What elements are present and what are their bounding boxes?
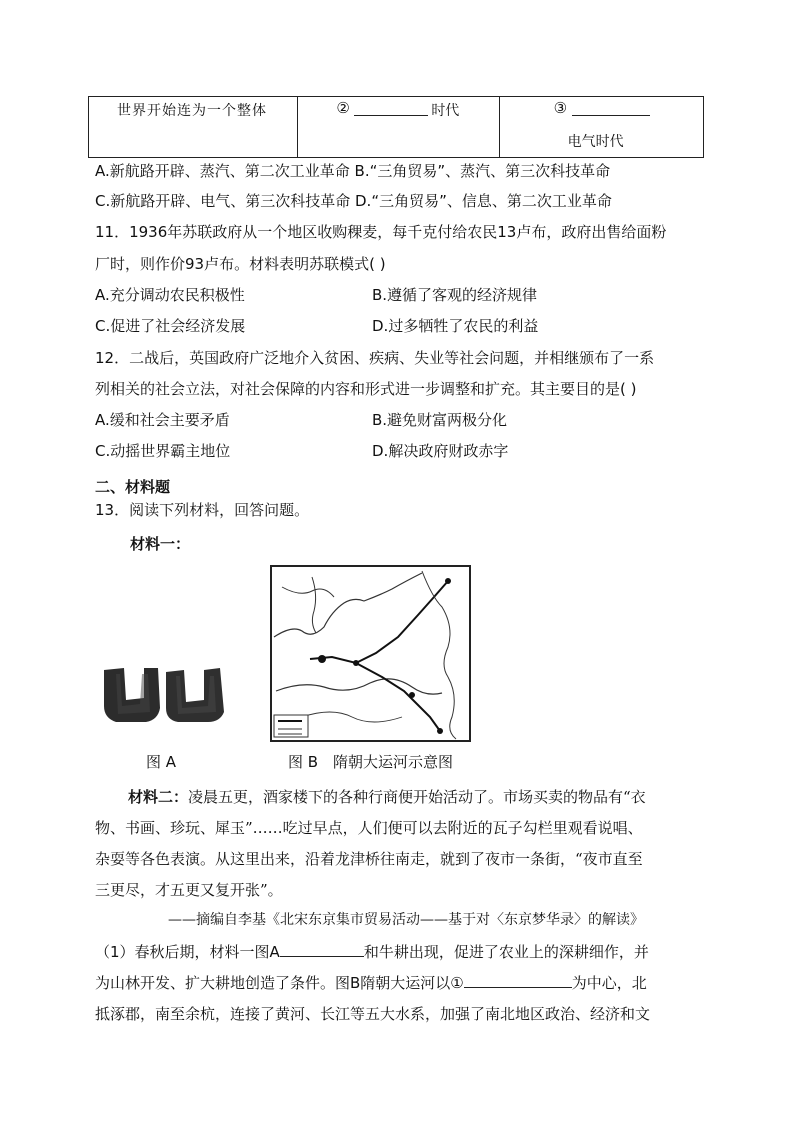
- q13-part1-text-d: 为中心，北: [571, 974, 647, 992]
- table-cell-2: [298, 97, 499, 157]
- section-heading: 二、材料题: [95, 478, 171, 496]
- q12-option-c: C.动摇世界霸主地位: [95, 442, 231, 460]
- era-table: [88, 96, 704, 158]
- q13-part1-text-c: 为山林开发、扩大耕地创造了条件。图B隋朝大运河以①: [95, 974, 464, 992]
- q13-part1-text-b: 和牛耕出现，促进了农业上的深耕细作，并: [363, 943, 649, 961]
- q13-part1-line2: [95, 973, 647, 993]
- figure-a-caption: 图 A: [146, 753, 177, 771]
- table-cell-2-text: 时代: [431, 103, 460, 119]
- q10-options-cd: C.新航路开辟、电气、第三次科技革命 D.“三角贸易”、信息、第二次工业革命: [95, 192, 612, 210]
- material2-source: ——摘编自李基《北宋东京集市贸易活动——基于对〈东京梦华录〉的解读》: [168, 912, 644, 928]
- circled-number-2: ②: [336, 99, 350, 117]
- circled-number-3: ③: [553, 99, 568, 117]
- q11-stem-line1: 11．1936年苏联政府从一个地区收购稞麦，每千克付给农民13卢布，政府出售给面粉: [95, 223, 667, 241]
- q12-option-b: B.避免财富两极分化: [372, 411, 508, 429]
- q13-part1-line1: [95, 942, 649, 962]
- q11-option-d: D.过多牺牲了农民的利益: [372, 317, 539, 335]
- material2-line1: [128, 787, 646, 807]
- answer-blank-3: [572, 115, 650, 116]
- q11-option-a: A.充分调动农民积极性: [95, 286, 245, 304]
- q11-option-b: B.遵循了客观的经济规律: [372, 286, 538, 304]
- table-cell-3-text: 电气时代: [567, 134, 624, 150]
- q12-option-a: A.缓和社会主要矛盾: [95, 411, 230, 429]
- q12-stem-line1: 12．二战后，英国政府广泛地介入贫困、疾病、失业等社会问题，并相继颁布了一系: [95, 349, 655, 367]
- q12-option-d: D.解决政府财政赤字: [372, 442, 509, 460]
- table-cell-1-text: 世界开始连为一个整体: [117, 103, 267, 119]
- answer-blank-2: [354, 115, 428, 116]
- figure-b-caption: 图 B 隋朝大运河示意图: [288, 753, 454, 771]
- iron-tools-image: [100, 662, 232, 724]
- grand-canal-map: [270, 565, 471, 742]
- material2-text-1: 凌晨五更，酒家楼下的各种行商便开始活动了。市场买卖的物品有“衣: [188, 788, 646, 806]
- material2-line2: 物、书画、珍玩、犀玉”……吃过早点，人们便可以去附近的瓦子勾栏里观看说唱、: [95, 819, 643, 837]
- q10-options-ab: A.新航路开辟、蒸汽、第二次工业革命 B.“三角贸易”、蒸汽、第三次科技革命: [95, 162, 611, 180]
- material1-label: 材料一：: [130, 535, 191, 553]
- table-cell-3: [500, 97, 703, 157]
- canal-map-drawing: [272, 567, 469, 740]
- material2-line4: 三更尽，才五更又复开张”。: [95, 881, 283, 899]
- material2-label: 材料二：: [128, 788, 189, 806]
- table-cell-1: [89, 97, 298, 157]
- q12-stem-line2: 列相关的社会立法，对社会保障的内容和形式进一步调整和扩充。其主要目的是( ): [95, 380, 637, 398]
- q13-part1-text-a: （1）春秋后期，材料一图A: [95, 943, 280, 961]
- material2-line3: 杂耍等各色表演。从这里出来，沿着龙津桥往南走，就到了夜市一条街，“夜市直至: [95, 850, 643, 868]
- answer-blank-center: [464, 973, 572, 988]
- answer-blank-tool: [280, 942, 364, 957]
- q11-stem-line2: 厂时，则作价93卢布。材料表明苏联模式( ): [95, 255, 386, 273]
- q11-option-c: C.促进了社会经济发展: [95, 317, 246, 335]
- q13-stem: 13．阅读下列材料，回答问题。: [95, 501, 310, 519]
- q13-part1-line3: 抵涿郡，南至余杭，连接了黄河、长江等五大水系，加强了南北地区政治、经济和文: [95, 1005, 651, 1023]
